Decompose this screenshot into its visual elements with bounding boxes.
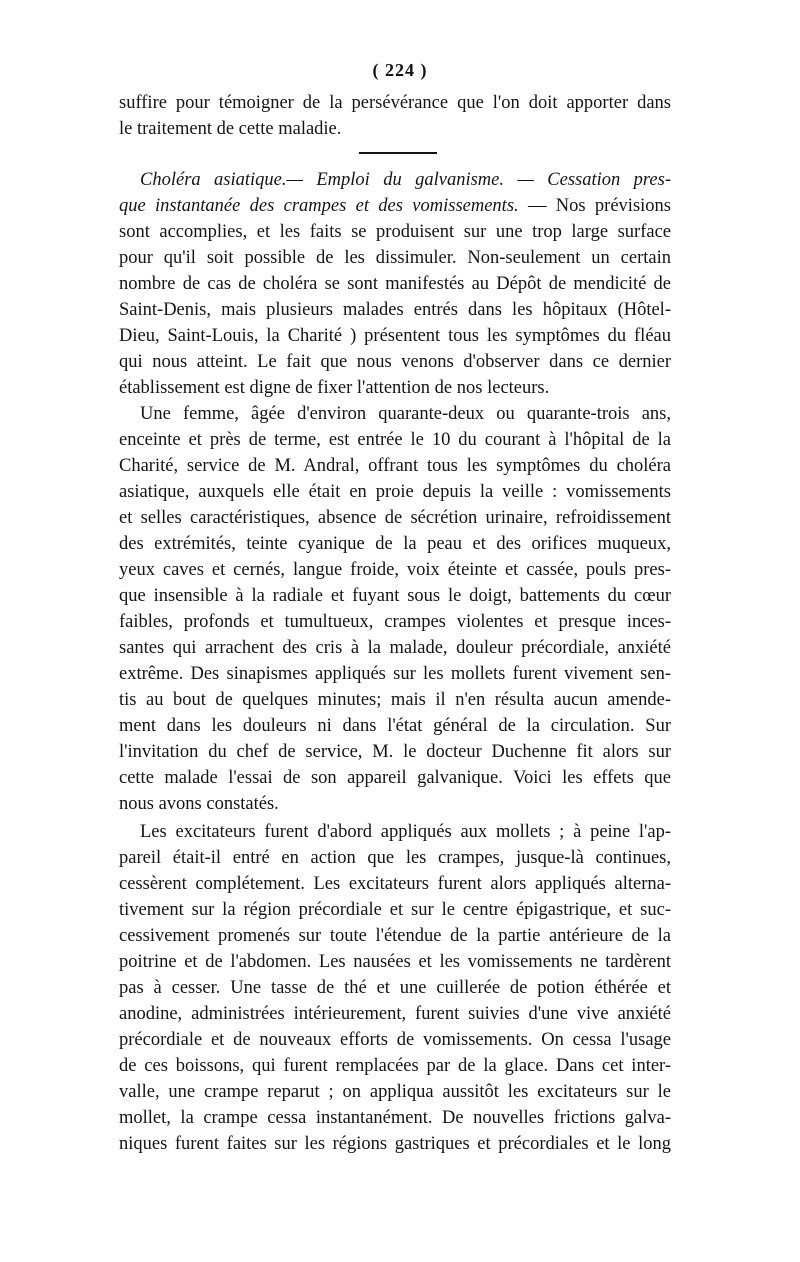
- text-line: pareil était-il entré en action que les crampes, jusque-là continues,: [119, 848, 671, 868]
- text-line: précordiale et de nouveaux efforts de vomissements. On cessa l'usage: [119, 1030, 671, 1050]
- text-line: et selles caractéristiques, absence de sécrétion urinaire, refroidissement: [119, 508, 671, 528]
- text-line: que insensible à la radiale et fuyant sous le doigt, battements du cœur: [119, 586, 671, 606]
- text-span: — Nos prévisions: [518, 196, 671, 216]
- text-line: tis au bout de quelques minutes; mais il n'en résulta aucun amende-: [119, 690, 671, 710]
- text-line: cette malade l'essai de son appareil galvanique. Voici les effets que: [119, 768, 671, 788]
- text-line: Saint-Denis, mais plusieurs malades entrés dans les hôpitaux (Hôtel-: [119, 300, 671, 320]
- text-line: suffire pour témoigner de la persévérance que l'on doit apporter dans: [119, 93, 671, 113]
- text-line: anodine, administrées intérieurement, furent suivies d'une vive anxiété: [119, 1004, 671, 1024]
- text-line: cessèrent complétement. Les excitateurs furent alors appliqués alterna-: [119, 874, 671, 894]
- section-divider: [359, 152, 437, 154]
- text-line: de ces boissons, qui furent remplacées par de la glace. Dans cet inter-: [119, 1056, 671, 1076]
- page-number: ( 224 ): [372, 60, 428, 80]
- text-line: ment dans les douleurs ni dans l'état général de la circulation. Sur: [119, 716, 671, 736]
- text-line: le traitement de cette maladie.: [119, 119, 342, 139]
- text-line: pour qu'il soit possible de les dissimuler. Non-seulement un certain: [119, 248, 671, 268]
- text-line: valle, une crampe reparut ; on appliqua aussitôt les excitateurs sur le: [119, 1082, 671, 1102]
- text-line: nombre de cas de choléra se sont manifestés au Dépôt de mendicité de: [119, 274, 671, 294]
- text-line: Charité, service de M. Andral, offrant tous les symptômes du choléra: [119, 456, 671, 476]
- section-heading-line: [140, 167, 671, 193]
- text-line: sont accomplies, et les faits se produisent sur une trop large surface: [119, 222, 671, 242]
- text-line: Les excitateurs furent d'abord appliqués aux mollets ; à peine l'ap-: [140, 822, 671, 842]
- section-heading-text: Choléra asiatique.— Emploi du galvanisme. — Cessation pres-: [140, 170, 671, 190]
- text-line: poitrine et de l'abdomen. Les nausées et les vomissements ne tardèrent: [119, 952, 671, 972]
- text-line: tivement sur la région précordiale et sur le centre épigastrique, et suc-: [119, 900, 671, 920]
- text-line: extrême. Des sinapismes appliqués sur les mollets furent vivement sen-: [119, 664, 671, 684]
- text-line: qui nous atteint. Le fait que nous venons d'observer dans ce dernier: [119, 352, 671, 372]
- text-line: niques furent faites sur les régions gastriques et précordiales et le long: [119, 1134, 671, 1154]
- text-line: établissement est digne de fixer l'attention de nos lecteurs.: [119, 378, 550, 398]
- text-line: yeux caves et cernés, langue froide, voix éteinte et cassée, pouls pres-: [119, 560, 671, 580]
- text-line: enceinte et près de terme, est entrée le 10 du courant à l'hôpital de la: [119, 430, 671, 450]
- text-line: cessivement promenés sur toute l'étendue de la partie antérieure de la: [119, 926, 671, 946]
- text-line: faibles, profonds et tumultueux, crampes violentes et presque inces-: [119, 612, 671, 632]
- text-line: asiatique, auxquels elle était en proie depuis la veille : vomissements: [119, 482, 671, 502]
- text-line: Dieu, Saint-Louis, la Charité ) présentent tous les symptômes du fléau: [119, 326, 671, 346]
- text-line: des extrémités, teinte cyanique de la peau et des orifices muqueux,: [119, 534, 671, 554]
- section-heading-line: [119, 193, 671, 219]
- text-line: mollet, la crampe cessa instantanément. De nouvelles frictions galva-: [119, 1108, 671, 1128]
- text-line: santes qui arrachent des cris à la malade, douleur précordiale, anxiété: [119, 638, 671, 658]
- text-line: pas à cesser. Une tasse de thé et une cuillerée de potion éthérée et: [119, 978, 671, 998]
- section-heading-text: que instantanée des crampes et des vomissements.: [119, 196, 519, 216]
- text-line: nous avons constatés.: [119, 794, 279, 814]
- text-line: l'invitation du chef de service, M. le docteur Duchenne fit alors sur: [119, 742, 671, 762]
- text-line: Une femme, âgée d'environ quarante-deux ou quarante-trois ans,: [140, 404, 671, 424]
